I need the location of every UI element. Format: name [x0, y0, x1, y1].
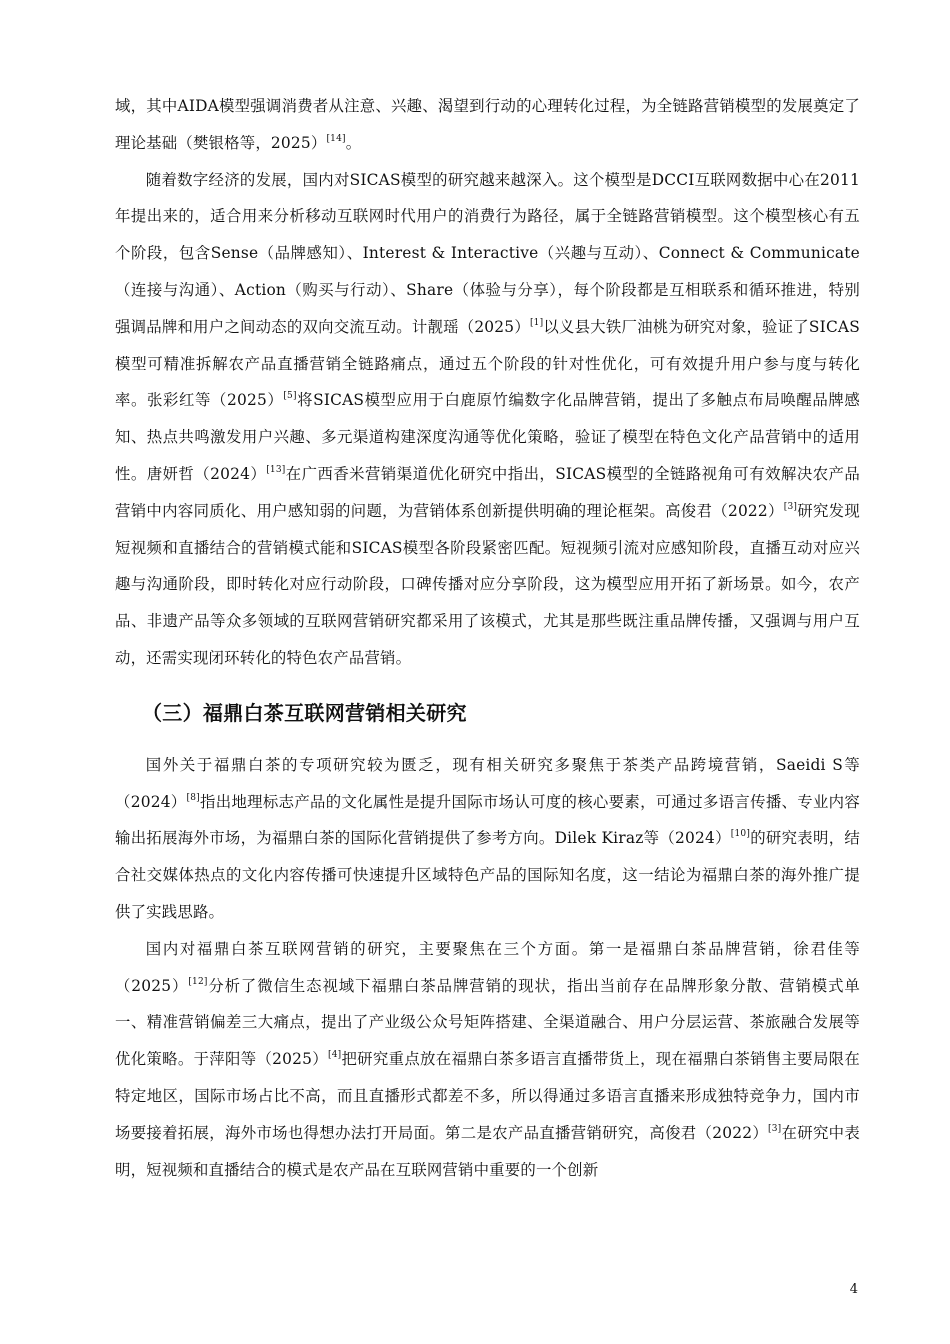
paragraph-text: 分析了微信生态视域下福鼎白茶品牌营销的现状，指出当前存在品牌形象分散、营销模式单一、精准营销偏差三大痛点，提出了产业级公众号矩阵搭建、全渠道融合、用户分层运营、茶旅融合发展等优化策略。于萍阳等（2025） [115, 976, 860, 1069]
paragraph-text: 把研究重点放在福鼎白茶多语言直播带货上，现在福鼎白茶销售主要局限在特定地区，国际市场占比不高，而且直播形式都差不多，所以得通过多语言直播来形成独特竞争力，国内市场要接着拓展，海外市场也得想办法打开局面。第二是农产品直播营销研究，高俊君（2022） [115, 1050, 860, 1142]
citation-ref: [1] [529, 317, 544, 328]
page-content [115, 88, 860, 1188]
paragraph-text: 国内对福鼎白茶互联网营销的研究，主要聚焦在三个方面。第一是福鼎白茶品牌营销，徐君佳等（2025） [115, 939, 860, 995]
paragraph-text: 域，其中AIDA模型强调消费者从注意、兴趣、渴望到行动的心理转化过程，为全链路营销模型的发展奠定了理论基础（樊银格等，2025） [115, 97, 860, 152]
citation-ref: [4] [327, 1050, 342, 1061]
paragraph [115, 88, 860, 162]
citation-ref: [14] [326, 133, 346, 144]
paragraph [115, 162, 860, 677]
citation-ref: [8] [186, 792, 200, 803]
paragraph-text: 以义县大铁厂油桃为研究对象，验证了SICAS模型可精准拆解农产品直播营销全链路痛点，通过五个阶段的针对性优化，可有效提升用户参与度与转化率。张彩红等（2025） [115, 317, 860, 410]
paragraph-text: 将SICAS模型应用于白鹿原竹编数字化品牌营销，提出了多触点布局唤醒品牌感知、热点共鸣激发用户兴趣、多元渠道构建深度沟通等优化策略，验证了模型在特色文化产品营销中的适用性。唐妍哲（2024） [115, 391, 860, 483]
paragraph-text: 研究发现短视频和直播结合的营销模式能和SICAS模型各阶段紧密匹配。短视频引流对应感知阶段，直播互动对应兴趣与沟通阶段，即时转化对应行动阶段，口碑传播对应分享阶段，这为模型应用开拓了新场景。如今，农产品、非遗产品等众多领域的互联网营销研究都采用了该模式，尤其是那些既注重品牌传播，又强调与用户互动，还需实现闭环转化的特色农产品营销。 [115, 501, 860, 667]
paragraph-text: 随着数字经济的发展，国内对SICAS模型的研究越来越深入。这个模型是DCCI互联网数据中心在2011年提出来的，适合用来分析移动互联网时代用户的消费行为路径，属于全链路营销模型。这个模型核心有五个阶段，包含Sense（品牌感知）、Interest & Interactive（兴趣与互动）、Connect & Communicate（连接与沟通）、Action（购买与行动）、Share（体验与分享），每个阶段都是互相联系和循环推进，特别强调品牌和用户之间动态的双向交流互动。计靓瑶（2025） [115, 170, 860, 336]
citation-ref: [5] [283, 391, 297, 402]
citation-ref: [3] [783, 501, 798, 512]
section-heading: （三）福鼎白茶互联网营销相关研究 [142, 700, 467, 725]
paragraph [115, 747, 860, 931]
paragraph-text: 的研究表明，结合社交媒体热点的文化内容传播可快速提升区域特色产品的国际知名度，这一结论为福鼎白茶的海外推广提供了实践思路。 [115, 829, 860, 921]
citation-ref: [10] [730, 829, 751, 840]
body-paragraphs-bottom [115, 747, 860, 1189]
paragraph [115, 931, 860, 1189]
body-paragraphs-top [115, 88, 860, 677]
citation-ref: [13] [266, 464, 286, 475]
paragraph-text: 在研究中表明，短视频和直播结合的模式是农产品在互联网营销中重要的一个创新 [115, 1123, 860, 1179]
paragraph-text: 在广西香米营销渠道优化研究中指出，SICAS模型的全链路视角可有效解决农产品营销中内容同质化、用户感知弱的问题，为营销体系创新提供明确的理论框架。高俊君（2022） [115, 464, 860, 520]
citation-ref: [3] [768, 1123, 782, 1134]
paragraph-text: 国外关于福鼎白茶的专项研究较为匮乏，现有相关研究多聚焦于茶类产品跨境营销，Saeidi S等（2024） [115, 755, 860, 811]
citation-ref: [12] [188, 976, 208, 987]
paragraph-text: 。 [345, 133, 362, 152]
paragraph-text: 指出地理标志产品的文化属性是提升国际市场认可度的核心要素，可通过多语言传播、专业内容输出拓展海外市场，为福鼎白茶的国际化营销提供了参考方向。Dilek Kiraz等（2024） [115, 792, 860, 848]
page-number: 4 [849, 1282, 858, 1297]
